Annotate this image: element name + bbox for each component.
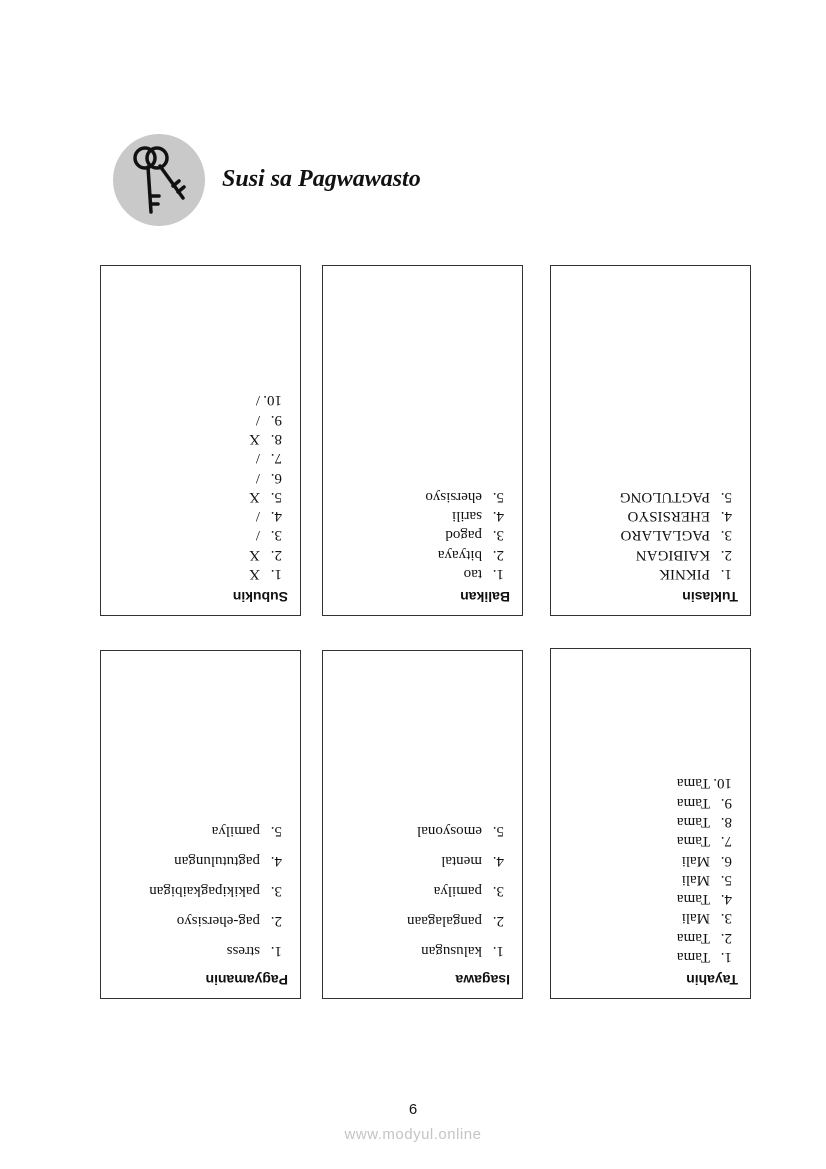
list-item: 5.PAGTULONG: [619, 488, 732, 505]
list-item: 3.PAGLALARO: [620, 527, 732, 544]
list-item: 9./: [255, 411, 282, 428]
answer-list: [249, 390, 282, 583]
list-item: 5.ehersisyo: [425, 488, 504, 505]
answer-box-pagyamanin: [100, 650, 301, 999]
list-item: 2.pag-ehersisyo: [176, 913, 282, 929]
list-item: 3./: [255, 527, 282, 544]
answer-list: [620, 487, 732, 583]
box-title: Pagyamanin: [205, 972, 288, 988]
list-item: 5.Mali: [681, 871, 732, 888]
list-item: 5.emosyonal: [417, 823, 504, 839]
answer-box-tayahin: [550, 648, 751, 999]
list-item: 2.bityaya: [437, 546, 504, 563]
box-title: Balikan: [460, 589, 510, 605]
list-item: 2.Tama: [676, 929, 732, 946]
list-item: 3.Mali: [681, 910, 732, 927]
box-title: Tayahin: [686, 972, 738, 988]
list-item: 4.pagtutulungan: [174, 853, 282, 869]
list-item: 4.sarili: [452, 508, 504, 525]
list-item: 8.Tama: [676, 813, 732, 830]
page-number: 6: [408, 1101, 418, 1118]
watermark: www.modyul.online: [344, 1126, 482, 1143]
answer-box-subukin: [100, 265, 301, 616]
list-item: 2.KAIBIGAN: [635, 546, 732, 563]
list-item: 1.PIKNIK: [659, 566, 732, 582]
box-title: Tuklasin: [682, 589, 738, 605]
answer-box-tuklasin: [550, 265, 751, 616]
list-item: 6./: [255, 469, 282, 486]
list-item: 10./: [255, 392, 282, 409]
list-item: 10.Tama: [676, 775, 732, 792]
answer-list: [677, 773, 732, 966]
list-item: 5.X: [249, 488, 282, 505]
list-item: 4.Tama: [676, 891, 732, 908]
list-item: 1.stress: [226, 943, 282, 959]
box-title: Subukin: [232, 589, 288, 605]
list-item: 2.pangalagaan: [407, 913, 504, 929]
list-item: 1.Tama: [676, 949, 732, 965]
list-item: 1.kalusugan: [421, 943, 504, 959]
list-item: 6.Mali: [681, 852, 732, 869]
list-item: 4./: [255, 508, 282, 525]
list-item: 4.EHERSISYO: [627, 508, 732, 525]
answer-list: [149, 816, 282, 966]
list-item: 7./: [255, 450, 282, 467]
answer-box-balikan: [322, 265, 523, 616]
list-item: 2.X: [249, 546, 282, 563]
list-item: 5.pamilya: [211, 823, 282, 839]
answer-box-isagawa: [322, 650, 523, 999]
page-title: Susi sa Pagwawasto: [222, 166, 421, 192]
answer-list: [407, 816, 504, 966]
keys-icon: [113, 134, 205, 226]
list-item: 7.Tama: [676, 833, 732, 850]
list-item: 1.X: [249, 566, 282, 582]
list-item: 9.Tama: [676, 794, 732, 811]
list-item: 1.tao: [463, 566, 504, 582]
list-item: 3.pakikipagkaibigan: [149, 883, 282, 899]
box-title: Isagawa: [455, 972, 510, 988]
list-item: 4.mental: [441, 853, 504, 869]
list-item: 8.X: [249, 430, 282, 447]
list-item: 3.pagod: [445, 527, 504, 544]
answer-list: [425, 487, 504, 583]
list-item: 3.pamilya: [433, 883, 504, 899]
